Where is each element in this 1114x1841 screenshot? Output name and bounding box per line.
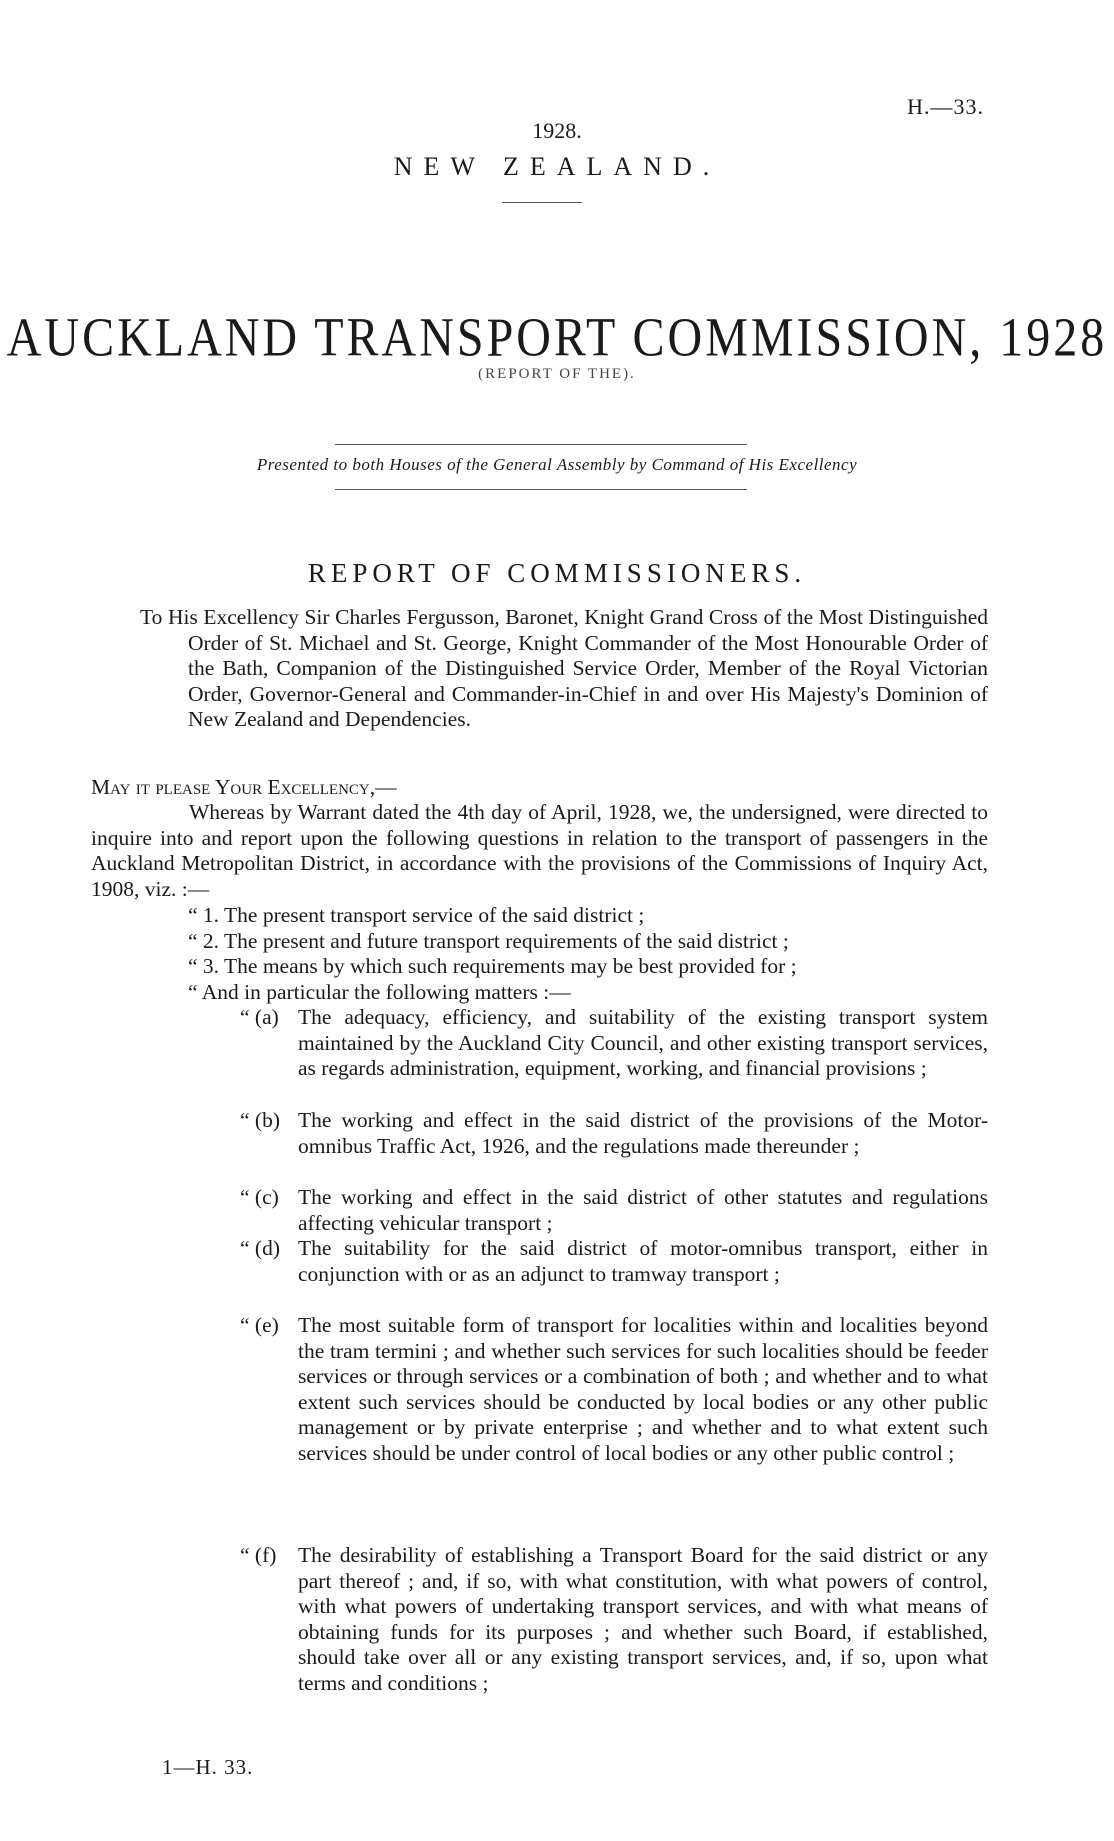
question-item: “ 1. The present transport service of the said district ;: [188, 903, 645, 927]
divider: [335, 489, 747, 490]
matter-label: “ (b): [240, 1108, 280, 1132]
page-subtitle: (REPORT OF THE).: [478, 366, 636, 382]
footer-reference: 1—H. 33.: [162, 1755, 254, 1779]
matter-label: “ (f): [240, 1543, 277, 1567]
whereas-paragraph: Whereas by Warrant dated the 4th day of April, 1928, we, the undersigned, were directed to inquire into and report upon the following questions in relation to the transport of passengers in the Auckland Metropolitan District, in accordance with the provisions of the Commissions of Inquiry Act, 1908, viz. :—: [91, 800, 988, 901]
divider: [335, 444, 747, 445]
matter-text: The most suitable form of transport for localities within and localities beyond the tram termini ; and whether such services for such localities should be feeder services or through services or a combination of both ; and whether and to what extent such services should be conducted by local bodies or any other public management or by private enterprise ; and whether and to what extent such services should be under control of local bodies or any other public control ;: [298, 1313, 988, 1465]
question-item: “ 2. The present and future transport requirements of the said district ;: [188, 929, 789, 953]
matter-label: “ (d): [240, 1236, 280, 1260]
salutation: May it please Your Excellency,—: [91, 775, 397, 799]
matter-text: The working and effect in the said district of the provisions of the Motor-omnibus Traffic Act, 1926, and the regulations made thereunder ;: [298, 1108, 988, 1158]
matter-label: “ (e): [240, 1313, 279, 1337]
matter-label: “ (c): [240, 1185, 279, 1209]
matter-text: The desirability of establishing a Transport Board for the said district or any part thereof ; and, if so, with what constitution, with what powers of control, with what powers of undertaking transport services, and with what means of obtaining funds for its purposes ; and whether such Board, if established, should take over all or any existing transport services, and, if so, upon what terms and conditions ;: [298, 1543, 988, 1695]
matter-label: “ (a): [240, 1005, 279, 1029]
report-heading: REPORT OF COMMISSIONERS.: [307, 558, 807, 588]
matter-text: The working and effect in the said district of other statutes and regulations affecting vehicular transport ;: [298, 1185, 988, 1235]
page-title: AUCKLAND TRANSPORT COMMISSION, 1928: [6, 307, 1108, 368]
document-year: 1928.: [532, 118, 582, 143]
matter-text: The suitability for the said district of motor-omnibus transport, either in conjunction with or as an adjunct to tramway transport ;: [298, 1236, 988, 1286]
divider: [502, 202, 582, 203]
country-heading: NEW ZEALAND.: [393, 152, 721, 181]
document-reference: H.—33.: [907, 94, 984, 119]
matter-text: The adequacy, efficiency, and suitability of the existing transport system maintained by the Auckland City Council, and other existing transport services, as regards administration, equipment, working, and financial provisions ;: [298, 1005, 988, 1081]
question-item: “ 3. The means by which such requirements may be best provided for ;: [188, 954, 797, 978]
presented-line: Presented to both Houses of the General Assembly by Command of His Excellency: [256, 455, 858, 474]
question-item: “ And in particular the following matters :—: [188, 980, 571, 1004]
address-paragraph: To His Excellency Sir Charles Fergusson, Baronet, Knight Grand Cross of the Most Distinguished Order of St. Michael and St. George, Knight Commander of the Most Honourable Order of the Bath, Companion of the Distinguished Service Order, Member of the Royal Victorian Order, Governor-General and Commander-in-Chief in and over His Majesty's Dominion of New Zealand and Dependencies.: [140, 605, 988, 732]
